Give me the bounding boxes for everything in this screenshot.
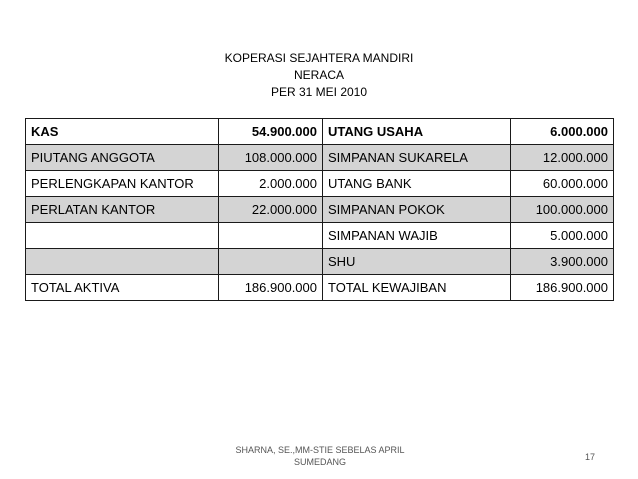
pasiva-label: SIMPANAN POKOK <box>323 197 511 223</box>
aktiva-label: PIUTANG ANGGOTA <box>26 145 219 171</box>
total-aktiva-label: TOTAL AKTIVA <box>26 275 219 301</box>
table-row <box>26 145 614 171</box>
total-row <box>26 275 614 301</box>
aktiva-value: 108.000.000 <box>219 145 323 171</box>
footer-line-1: SHARNA, SE.,MM-STIE SEBELAS APRIL <box>235 445 405 455</box>
pasiva-value: 5.000.000 <box>511 223 614 249</box>
pasiva-value: 12.000.000 <box>511 145 614 171</box>
total-kewajiban-label: TOTAL KEWAJIBAN <box>323 275 511 301</box>
pasiva-value: 100.000.000 <box>511 197 614 223</box>
pasiva-value: 6.000.000 <box>511 119 614 145</box>
table-row <box>26 119 614 145</box>
pasiva-label: SIMPANAN SUKARELA <box>323 145 511 171</box>
aktiva-label: KAS <box>26 119 219 145</box>
report-date: PER 31 MEI 2010 <box>270 85 368 99</box>
pasiva-label: SHU <box>323 249 511 275</box>
aktiva-label <box>26 249 219 275</box>
pasiva-label: UTANG USAHA <box>323 119 511 145</box>
aktiva-value: 22.000.000 <box>219 197 323 223</box>
pasiva-value: 60.000.000 <box>511 171 614 197</box>
balance-sheet-table <box>25 118 614 301</box>
aktiva-label <box>26 223 219 249</box>
report-type: NERACA <box>293 68 344 82</box>
pasiva-label: SIMPANAN WAJIB <box>323 223 511 249</box>
page-number: 17 <box>585 452 596 462</box>
aktiva-value <box>219 249 323 275</box>
total-aktiva-value: 186.900.000 <box>219 275 323 301</box>
pasiva-value: 3.900.000 <box>511 249 614 275</box>
aktiva-value <box>219 223 323 249</box>
aktiva-value: 54.900.000 <box>219 119 323 145</box>
cooperative-name: KOPERASI SEJAHTERA MANDIRI <box>224 51 414 65</box>
footer-line-2: SUMEDANG <box>293 457 346 467</box>
table-row <box>26 171 614 197</box>
aktiva-label: PERLATAN KANTOR <box>26 197 219 223</box>
aktiva-value: 2.000.000 <box>219 171 323 197</box>
aktiva-label: PERLENGKAPAN KANTOR <box>26 171 219 197</box>
table-row <box>26 197 614 223</box>
footer-author <box>225 444 415 468</box>
table-row <box>26 223 614 249</box>
document-title <box>200 50 438 101</box>
pasiva-label: UTANG BANK <box>323 171 511 197</box>
table-row <box>26 249 614 275</box>
total-kewajiban-value: 186.900.000 <box>511 275 614 301</box>
